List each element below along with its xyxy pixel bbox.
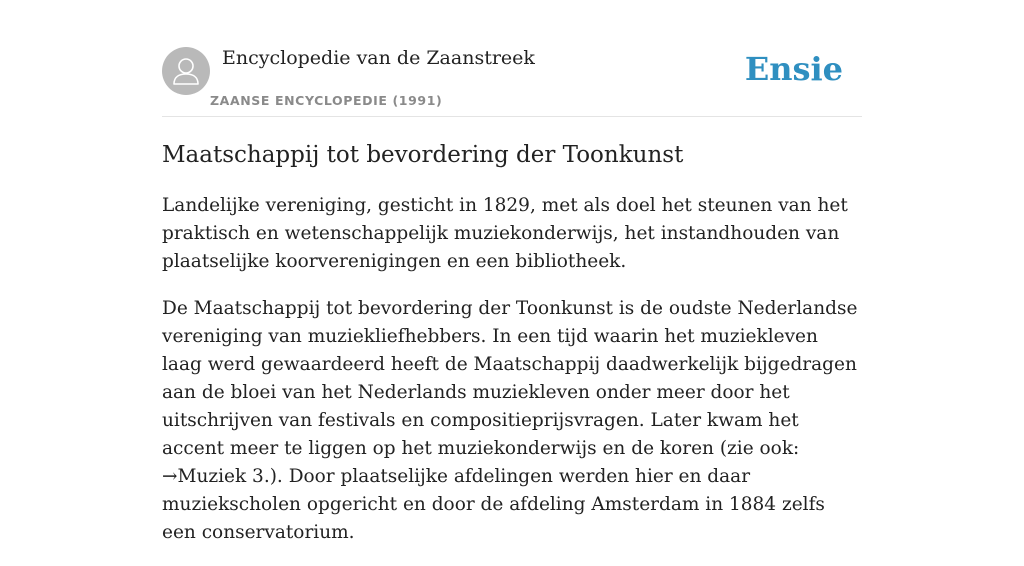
paragraph-text: De Maatschappij tot bevordering der Toonkunst is de oudste Nederlandse vereniging van muziekliefhebbers. In een tijd waarin het muziekleven laag werd gewaardeerd heeft de Maatschappij daadwerkelijk bijgedragen aan de bloei van het Nederlands muziekleven onder meer door het uitschrijven van festivals en compositieprijsvragen. Later kwam het accent meer te liggen op het muziekonderwijs en de koren (zie ook: <box>162 298 858 459</box>
source-title[interactable]: Encyclopedie van de Zaanstreek <box>222 47 535 69</box>
article-card <box>162 0 862 543</box>
source-header <box>162 0 862 117</box>
article-paragraph: Landelijke vereniging, gesticht in 1829, met als doel het steunen van het praktisch en wetenschappelijk muziekonderwijs, het instandhouden van plaatselijke koorverenigingen en een bibliotheek. <box>162 195 848 272</box>
user-silhouette-icon <box>162 47 210 95</box>
article-paragraph <box>162 295 862 547</box>
source-avatar[interactable] <box>162 47 210 95</box>
source-subtitle: ZAANSE ENCYCLOPEDIE (1991) <box>210 93 443 108</box>
ensie-logo[interactable]: Ensie <box>744 50 843 88</box>
cross-reference-link-muziek[interactable]: →Muziek 3. <box>162 466 270 487</box>
paragraph-text: ). Door plaatselijke afdelingen werden hier en daar muziekscholen opgericht en door de afdeling Amsterdam in 1884 zelfs een conservatorium. <box>162 466 825 543</box>
article-body <box>162 192 862 566</box>
article-title: Maatschappij tot bevordering der Toonkunst <box>162 142 684 168</box>
